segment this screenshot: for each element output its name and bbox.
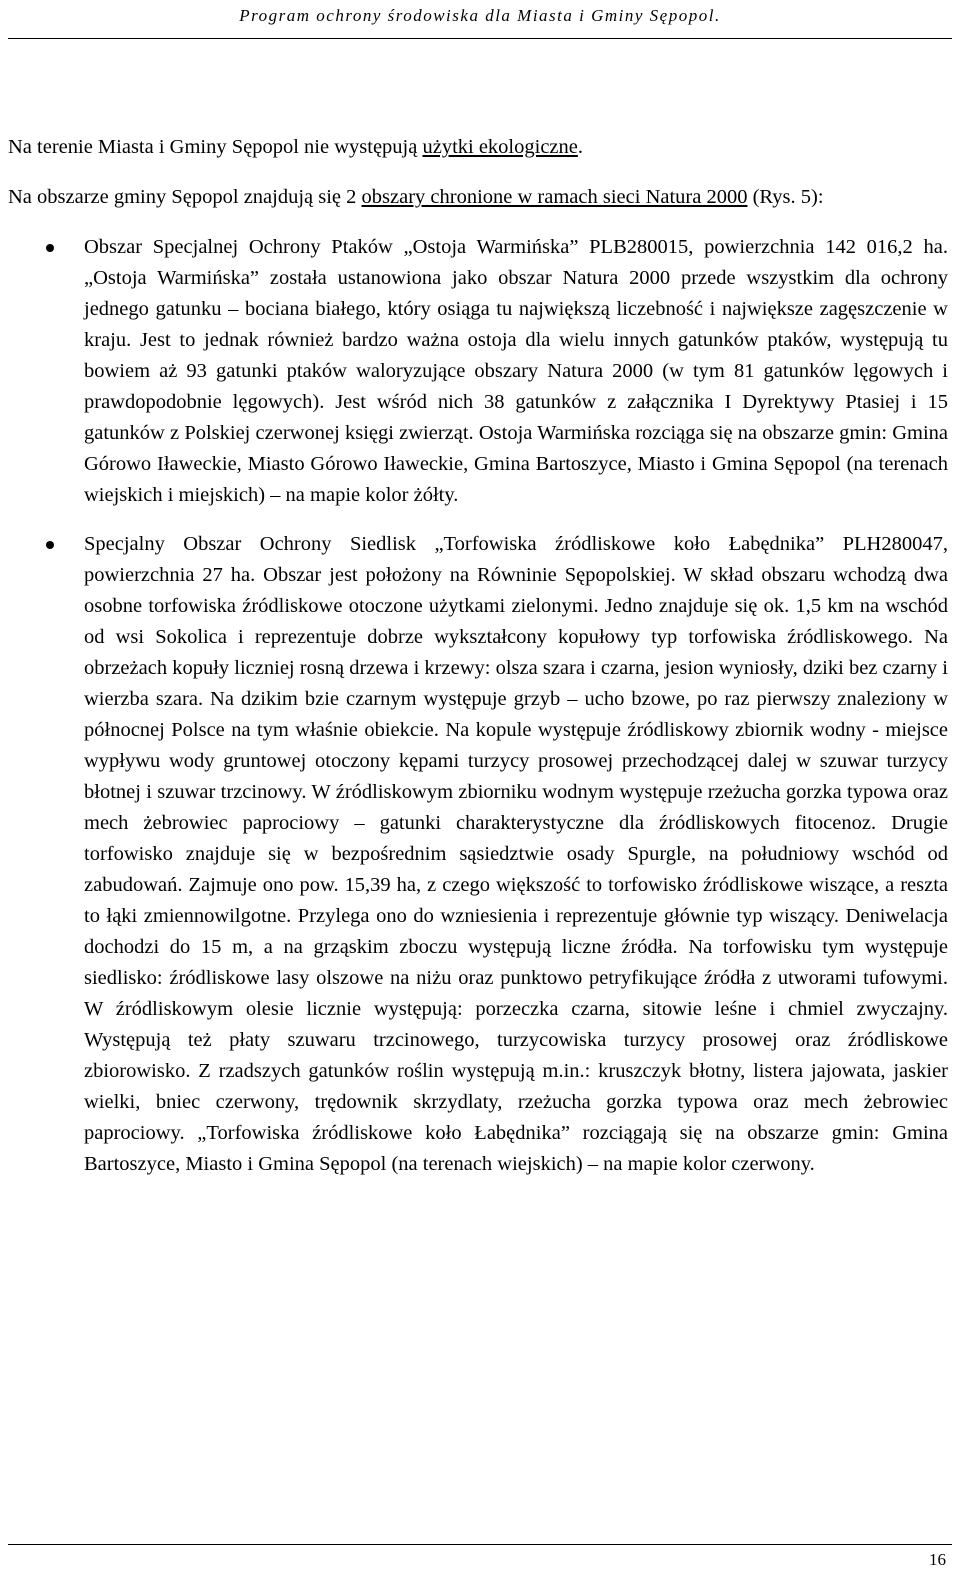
- page-number: 16: [929, 1550, 946, 1569]
- footer-divider: [8, 1544, 952, 1545]
- list-item-ostoja-warminska: [8, 232, 948, 511]
- paragraph-text: Na terenie Miasta i Gminy Sępopol nie występują: [8, 136, 423, 158]
- paragraph-text: Na obszarze gminy Sępopol znajdują się 2: [8, 186, 362, 208]
- paragraph-text-end: (Rys. 5):: [747, 186, 824, 208]
- paragraph-natura-2000: [8, 182, 948, 213]
- document-body: [8, 132, 948, 1198]
- paragraph-text-end: .: [577, 136, 583, 158]
- protected-areas-list: [8, 232, 948, 1180]
- list-item-text: Obszar Specjalnej Ochrony Ptaków „Ostoja Warmińska” PLB280015, powierzchnia 142 016,2 ha. „Ostoja Warmińska” została ustanowiona jako obszar Natura 2000 przede wszystkim dla ochrony jednego gatunku – bociana białego, który osiąga tu największą liczebność i największe zagęszczenie w kraju. Jest to jednak również bardzo ważna ostoja dla wielu innych gatunków ptaków, występują tu bowiem aż 93 gatunki ptaków waloryzujące obszary Natura 2000 (w tym 81 gatunków lęgowych i prawdopodobnie lęgowych). Jest wśród nich 38 gatunków z załącznika I Dyrektywy Ptasiej i 15 gatunków z Polskiej czerwonej księgi zwierząt. Ostoja Warmińska rozciąga się na obszarze gmin: Gmina Górowo Iławeckie, Miasto Górowo Iławeckie, Gmina Bartoszyce, Miasto i Gmina Sępopol (na terenach wiejskich i miejskich) – na mapie kolor żółty.: [84, 236, 948, 506]
- page-header-title: Program ochrony środowiska dla Miasta i Gminy Sępopol.: [239, 6, 721, 25]
- list-item-torfowiska-labednika: [8, 529, 948, 1180]
- bullet-icon: [46, 541, 54, 549]
- ecological-sites-link-text: użytki ekologiczne: [422, 136, 578, 158]
- paragraph-ecological-sites: [8, 132, 948, 163]
- bullet-icon: [46, 244, 54, 252]
- header-divider: [8, 38, 952, 39]
- list-item-text: Specjalny Obszar Ochrony Siedlisk „Torfowiska źródliskowe koło Łabędnika” PLH280047, powierzchnia 27 ha. Obszar jest położony na Równinie Sępopolskiej. W skład obszaru wchodzą dwa osobne torfowiska źródliskowe otoczone użytkami zielonymi. Jedno znajduje się ok. 1,5 km na wschód od wsi Sokolica i reprezentuje dobrze wykształcony kopułowy typ torfowiska źródliskowego. Na obrzeżach kopuły liczniej rosną drzewa i krzewy: olsza szara i czarna, jesion wyniosły, dziki bez czarny i wierzba szara. Na dzikim bzie czarnym występuje grzyb – ucho bzowe, po raz pierwszy znaleziony w północnej Polsce na tym właśnie obiekcie. Na kopule występuje źródliskowy zbiornik wodny - miejsce wypływu wody gruntowej otoczony kępami turzycy prosowej przechodzącej dalej w szuwar turzycy błotnej i szuwar trzcinowy. W źródliskowym zbiorniku wodnym występuje rzeżucha gorzka typowa oraz mech żebrowiec paprociowy – gatunki charakterystyczne dla źródliskowych fitocenoz. Drugie torfowisko znajduje się w bezpośrednim sąsiedztwie osady Spurgle, na południowy wschód od zabudowań. Zajmuje ono pow. 15,39 ha, z czego większość to torfowisko źródliskowe wiszące, a reszta to łąki zmiennowilgotne. Przylega ono do wzniesienia i reprezentuje głównie typ wiszący. Deniwelacja dochodzi do 15 m, a na grząskim zboczu występują liczne źródła. Na torfowisku tym występuje siedlisko: źródliskowe lasy olszowe na niżu oraz punktowo petryfikujące źródła z utworami tufowymi. W źródliskowym olesie licznie występują: porzeczka czarna, sitowie leśne i chmiel zwyczajny. Występują też płaty szuwaru trzcinowego, turzycowiska turzycy prosowej oraz źródliskowe zbiorowisko. Z rzadszych gatunków roślin występują m.in.: kruszczyk błotny, listera jajowata, jaskier wielki, bniec czerwony, trędownik skrzydlaty, rzeżucha gorzka typowa oraz mech żebrowiec paprociowy. „Torfowiska źródliskowe koło Łabędnika” rozciągają się na obszarze gmin: Gmina Bartoszyce, Miasto i Gmina Sępopol (na terenach wiejskich) – na mapie kolor czerwony.: [84, 533, 948, 1175]
- natura-2000-link-text: obszary chronione w ramach sieci Natura 2000: [361, 186, 748, 208]
